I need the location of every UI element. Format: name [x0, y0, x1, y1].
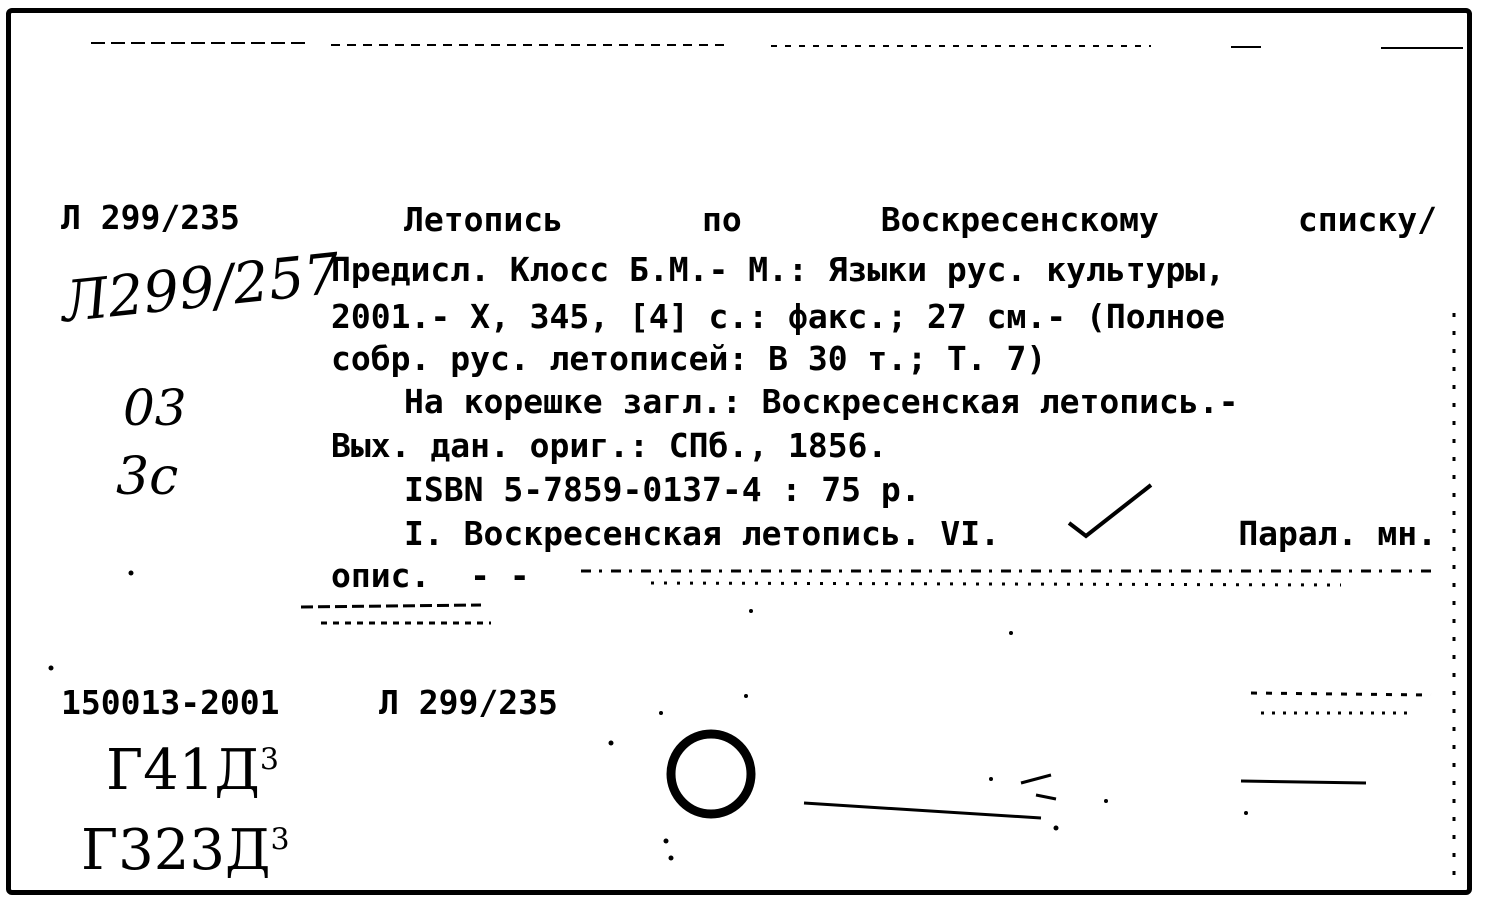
- catalog-card: [6, 8, 1472, 895]
- handwritten-code-1: 03: [123, 379, 187, 437]
- body-line-6: Вых. дан. ориг.: СПб., 1856.: [331, 426, 888, 465]
- handwritten-stamp-1: [106, 738, 279, 803]
- handwritten-code-2: 3с: [116, 447, 179, 507]
- subject-part: I. Воскресенская летопись. VI.: [404, 514, 1001, 553]
- subject-part: Парал. мн.: [1238, 514, 1437, 553]
- spine-title-line: На корешке загл.: Воскресенская летопись.-: [404, 382, 1239, 421]
- body-line-9: опис. - -: [331, 556, 530, 595]
- title-line: [404, 200, 1437, 239]
- title-word: Летопись: [404, 200, 563, 239]
- subject-line: [404, 514, 1437, 553]
- stamp-2-text: Г323Д: [81, 818, 271, 883]
- body-line-3: 2001.- X, 345, [4] с.: факс.; 27 см.- (Полное: [331, 297, 1226, 336]
- body-line-4: собр. рус. летописей: В 30 т.; Т. 7): [331, 339, 1047, 378]
- handwritten-shelf-mark: Л299/257: [58, 241, 343, 336]
- title-word: по: [701, 200, 742, 239]
- footer-shelf-mark: Л 299/235: [379, 683, 558, 722]
- handwritten-stamp-2: [81, 818, 290, 883]
- accession-number: 150013-2001: [61, 683, 280, 722]
- stamp-1-sup: 3: [259, 742, 279, 778]
- circle-mark-icon: [671, 734, 751, 814]
- title-word: Воскресенскому: [880, 200, 1159, 239]
- shelf-mark: Л 299/235: [61, 198, 240, 237]
- body-line-2: Предисл. Клосс Б.М.- М.: Языки рус. культуры,: [331, 250, 1226, 289]
- top-dashed-rule: [91, 43, 1463, 48]
- stamp-2-sup: 3: [270, 822, 290, 858]
- isbn-line: ISBN 5-7859-0137-4 : 75 р.: [404, 470, 921, 509]
- title-word: списку/: [1297, 200, 1437, 239]
- underline-strokes: [804, 775, 1366, 818]
- stamp-1-text: Г41Д: [106, 738, 260, 803]
